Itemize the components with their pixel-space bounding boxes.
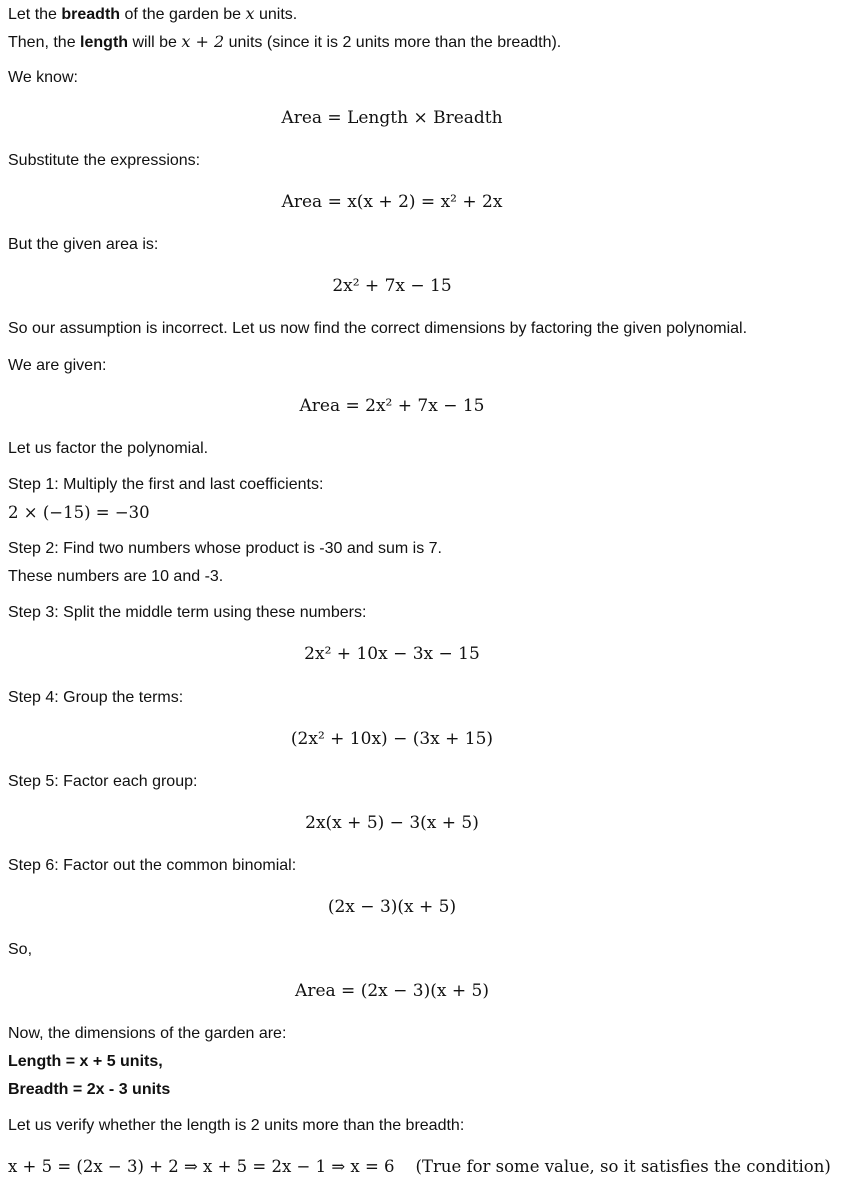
text-fragment: units (since it is 2 units more than the breadth). (224, 34, 562, 51)
equation-step-4: (2x² + 10x) − (3x + 15) (290, 729, 494, 749)
equation-given-polynomial: 2x² + 7x − 15 (332, 276, 452, 296)
breadth-dimension: Breadth = 2x - 3 units (8, 1081, 171, 1098)
bold-breadth: breadth (61, 6, 121, 23)
equation-step-6: (2x − 3)(x + 5) (327, 897, 457, 917)
we-know-text: We know: (8, 69, 78, 86)
step-1-text: Step 1: Multiply the first and last coefficients: (8, 476, 324, 493)
text-fragment: Then, the (8, 34, 81, 51)
step-1-equation: 2 × (−15) = −30 (8, 503, 150, 522)
given-area-text: But the given area is: (8, 236, 159, 253)
equation-substitution: Area = x(x + 2) = x² + 2x (281, 192, 503, 212)
text-fragment: of the garden be (120, 6, 246, 23)
text-fragment: will be (128, 34, 182, 51)
assumption-text: So our assumption is incorrect. Let us now find the correct dimensions by factoring the given polynomial. (8, 320, 748, 337)
intro-line-2 (8, 31, 561, 54)
factor-intro-text: Let us factor the polynomial. (8, 440, 209, 457)
math-expression: x + 2 (181, 32, 225, 51)
equation-step-3: 2x² + 10x − 3x − 15 (304, 644, 480, 664)
math-variable: x (245, 4, 255, 23)
equation-area-given: Area = 2x² + 7x − 15 (299, 396, 485, 416)
so-text: So, (8, 941, 33, 958)
step-5-text: Step 5: Factor each group: (8, 773, 198, 790)
step-3-text: Step 3: Split the middle term using these numbers: (8, 604, 367, 621)
we-are-given-text: We are given: (8, 357, 107, 374)
step-6-text: Step 6: Factor out the common binomial: (8, 857, 297, 874)
equation-step-5: 2x(x + 5) − 3(x + 5) (305, 813, 479, 833)
intro-line-1 (8, 3, 297, 26)
length-dimension: Length = x + 5 units, (8, 1053, 163, 1070)
equation-final-area: Area = (2x − 3)(x + 5) (295, 981, 489, 1001)
text-fragment: Let the (8, 6, 62, 23)
step-2-text: Step 2: Find two numbers whose product is -30 and sum is 7. (8, 540, 442, 557)
equation-verify: x + 5 = (2x − 3) + 2 ⇒ x + 5 = 2x − 1 ⇒ x = 6 (True for some value, so it satisfies the condition) (8, 1157, 831, 1176)
step-2-result: These numbers are 10 and -3. (8, 568, 224, 585)
bold-length: length (80, 34, 129, 51)
substitute-text: Substitute the expressions: (8, 152, 201, 169)
equation-area-definition: Area = Length × Breadth (281, 108, 503, 128)
verify-text: Let us verify whether the length is 2 units more than the breadth: (8, 1117, 465, 1134)
text-fragment: units. (254, 6, 298, 23)
step-4-text: Step 4: Group the terms: (8, 689, 184, 706)
dimensions-intro-text: Now, the dimensions of the garden are: (8, 1025, 287, 1042)
